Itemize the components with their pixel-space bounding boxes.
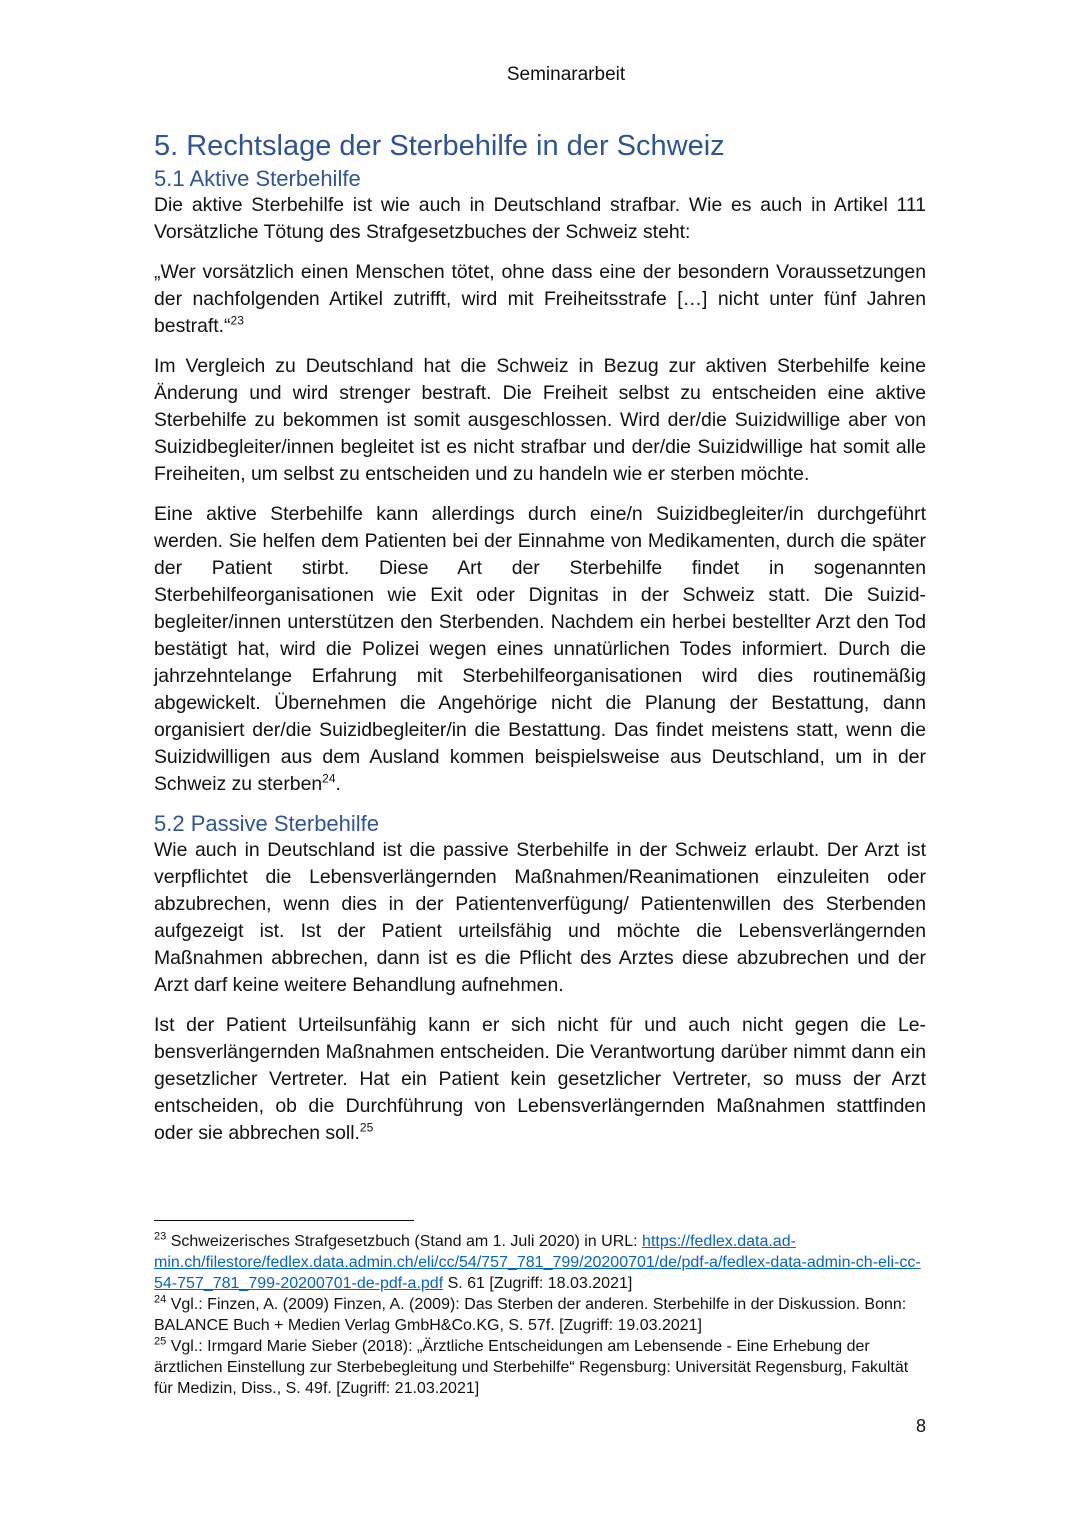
footnote-number: 23	[154, 1230, 167, 1243]
footnote-ref-24[interactable]: 24	[322, 771, 336, 786]
footnote-ref-25[interactable]: 25	[359, 1120, 374, 1135]
paragraph-active-intro: Die aktive Sterbehilfe ist wie auch in Deutschland strafbar. Wie es auch in Artikel 111 Vorsätzliche Tötung des Strafgesetzbuches der Schweiz steht:	[154, 194, 926, 243]
footnote-text: Schweizerisches Strafgesetzbuch (Stand am 1. Juli 2020) in URL:	[170, 1233, 643, 1250]
law-quote	[154, 259, 926, 340]
footnote-ref-23[interactable]: 23	[230, 313, 244, 328]
page-number: 8	[915, 1416, 926, 1436]
footnote-text: Vgl.: Finzen, A. (2009) Finzen, A. (2009): Das Sterben der anderen. Sterbehilfe in der Diskussion. Bonn: BALANCE Buch + Medien Verlag GmbH&Co.KG, S. 57f. [Zugriff: 19.03.2021]	[154, 1296, 907, 1334]
footnote-number: 25	[154, 1335, 167, 1348]
sentence-end: .	[335, 773, 341, 795]
paragraph-passive-incapable-text: Ist der Patient Urteilsunfähig kann er sich nicht für und auch nicht gegen die Lebensverlängernden Maßnahmen entscheiden. Die Verantwortung darüber nimmt dann ein gesetzlicher Vertreter. Hat ein Patient kein gesetzlicher Vertreter, so muss der Arzt entscheiden, ob die Durchführung von Lebensverlängernden Maßnahmen stattfinden oder sie abbrechen soll.	[154, 1014, 926, 1144]
paragraph-active-comparison: Im Vergleich zu Deutschland hat die Schweiz in Bezug zur aktiven Sterbehilfe keine Änderung und wird strenger bestraft. Die Freiheit selbst zu entscheiden eine aktive Sterbehilfe zu bekommen ist somit ausgeschlossen. Wird der/die Suizidwillige aber von Suizidbegleiter/innen begleitet ist es nicht strafbar und der/die Suizidwillige hat somit alle Freiheiten, um selbst zu entscheiden und zu handeln wie er sterben möchte.	[154, 355, 926, 485]
footnote-text: Vgl.: Irmgard Marie Sieber (2018): „Ärztliche Entscheidungen am Lebensende - Eine Erhebung der ärztlichen Einstellung zur Sterbebegleitung und Sterbehilfe“ Regensburg: Universität Regensburg, Fakultät für Medizin, Diss., S. 49f. [Zugriff: 21.03.2021]	[154, 1338, 909, 1397]
paragraph-passive-intro: Wie auch in Deutschland ist die passive Sterbehilfe in der Schweiz erlaubt. Der Arzt ist verpflichtet die Lebensverlängernden Maßnahmen/Reanimationen einzuleiten oder abzubrechen, wenn dies in der Patientenverfügung/ Patientenwillen des Sterbenden aufgezeigt ist. Ist der Patient urteilsfähig und möchte die Lebensverlängernden Maßnahmen abbrechen, dann ist es die Pflicht des Arztes diese abzubrechen und der Arzt darf keine weitere Behandlung aufnehmen.	[154, 839, 926, 996]
footnote-separator	[154, 1220, 414, 1221]
main-content	[154, 126, 926, 1160]
footnote-number: 24	[154, 1293, 167, 1306]
subsection-heading-active: 5.1 Aktive Sterbehilfe	[154, 166, 361, 191]
running-header: Seminararbeit	[506, 64, 626, 85]
footnote-25	[154, 1336, 926, 1399]
paragraph-passive-incapable	[154, 1012, 926, 1147]
paragraph-active-organizations	[154, 501, 926, 798]
subsection-heading-passive: 5.2 Passive Sterbehilfe	[154, 811, 380, 836]
paragraph-active-organizations-text: Eine aktive Sterbehilfe kann allerdings durch eine/n Suizidbegleiter/in durchgeführt werden. Sie helfen dem Patienten bei der Einnahme von Medikamenten, durch die später der Patient stirbt. Diese Art der Sterbehilfe findet in sogenannten Sterbehilfeorganisationen wie Exit oder Dignitas in der Schweiz statt. Die Suizidbegleiter/innen unterstützen den Sterbenden. Nachdem ein herbei bestellter Arzt den Tod bestätigt hat, wird die Polizei wegen eines unnatürlichen Todes informiert. Durch die jahrzehntelange Erfahrung mit Sterbehilfeorganisationen wird dies routinemäßig abgewickelt. Übernehmen die Angehörige nicht die Planung der Bestattung, dann organisiert der/die Suizidbegleiter/in die Bestattung. Das findet meistens statt, wenn die Suizidwilligen aus dem Ausland kommen beispielsweise aus Deutschland, um in der Schweiz zu sterben	[154, 503, 926, 795]
footnote-url-link[interactable]: https://fedlex.data.admin.ch/filestore/fedlex.data.admin.ch/eli/cc/54/757_781_799/20200701/de/pdf-a/fedlex-data-admin-ch-eli-cc-54-757_781_799-20200701-de-pdf-a.pdf	[154, 1233, 921, 1292]
section-heading: 5. Rechtslage der Sterbehilfe in der Schweiz	[154, 130, 725, 162]
law-quote-text: „Wer vorsätzlich einen Menschen tötet, ohne dass eine der besondern Voraussetzungen der nachfolgenden Artikel zutrifft, wird mit Freiheitsstrafe […] nicht unter fünf Jahren bestraft.“	[154, 261, 926, 337]
footnotes	[154, 1231, 926, 1399]
footnote-24	[154, 1294, 926, 1336]
footnote-23	[154, 1231, 926, 1294]
footnote-text: S. 61 [Zugriff: 18.03.2021]	[443, 1275, 633, 1292]
